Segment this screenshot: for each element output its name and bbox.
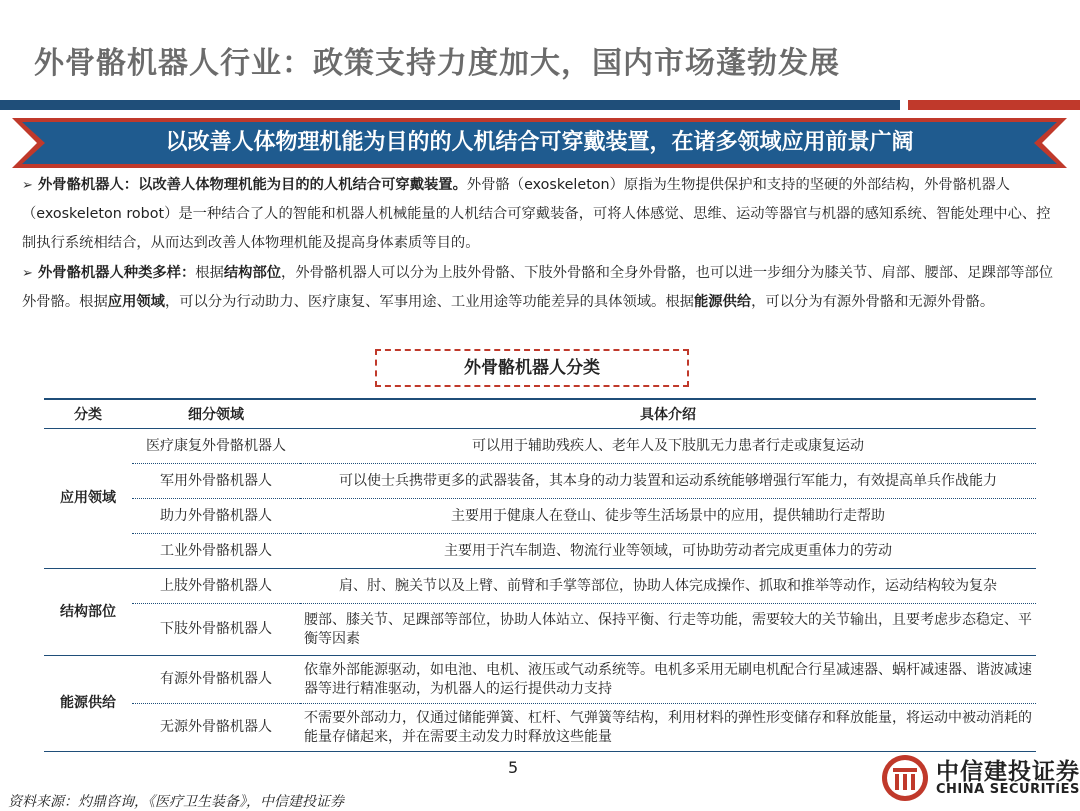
table-row	[44, 429, 1036, 464]
table-row	[44, 704, 1036, 752]
header-divider-red	[908, 100, 1080, 110]
header-divider	[0, 100, 1080, 110]
subfield-cell: 军用外骨骼机器人	[132, 464, 300, 499]
subfield-cell: 下肢外骨骼机器人	[132, 604, 300, 656]
description-cell: 可以用于辅助残疾人、老年人及下肢肌无力患者行走或康复运动	[300, 429, 1036, 464]
description-cell: 主要用于汽车制造、物流行业等领域，可协助劳动者完成更重体力的劳动	[300, 534, 1036, 569]
page-title: 外骨骼机器人行业：政策支持力度加大，国内市场蓬勃发展	[34, 46, 840, 81]
bullet-2-text-b: ，外骨骼机器人可以分为上肢外骨骼、下肢外骨骼和全身外骨骼，也可以进一步细分为膝关节、肩部、腰部、足踝部等部位外骨骼。根据	[22, 265, 1054, 310]
table-row	[44, 499, 1036, 534]
category-cell: 应用领域	[44, 429, 132, 569]
table-row	[44, 569, 1036, 604]
bullet-arrow-icon: ➢	[22, 178, 33, 193]
brand-logo	[880, 751, 1080, 803]
description-cell: 依靠外部能源驱动，如电池、电机、液压或气动系统等。电机多采用无刷电机配合行星减速器、蜗杆减速器、谐波减速器等进行精准驱动，为机器人的运行提供动力支持	[300, 656, 1036, 704]
header-description: 具体介绍	[300, 399, 1036, 429]
subfield-cell: 工业外骨骼机器人	[132, 534, 300, 569]
banner-text: 以改善人体物理机能为目的的人机结合可穿戴装置，在诸多领域应用前景广阔	[165, 130, 914, 155]
logo-chinese-name: 中信建投证券	[936, 759, 1080, 785]
subfield-cell: 有源外骨骼机器人	[132, 656, 300, 704]
bullet-1-heading: 外骨骼机器人：以改善人体物理机能为目的的人机结合可穿戴装置。	[38, 177, 467, 193]
bullet-2-keyword-application: 应用领域	[107, 294, 165, 310]
description-cell: 肩、肘、腕关节以及上臂、前臂和手掌等部位，协助人体完成操作、抓取和推举等动作，运动结构较为复杂	[300, 569, 1036, 604]
description-cell: 腰部、膝关节、足踝部等部位，协助人体站立、保持平衡、行走等功能，需要较大的关节输出，且要考虑步态稳定、平衡等因素	[300, 604, 1036, 656]
category-cell: 能源供给	[44, 656, 132, 752]
bullet-arrow-icon: ➢	[22, 266, 33, 281]
bullet-2-keyword-structure: 结构部位	[223, 265, 282, 281]
description-cell: 不需要外部动力，仅通过储能弹簧、杠杆、气弹簧等结构，利用材料的弹性形变储存和释放能量，将运动中被动消耗的能量存储起来，并在需要主动发力时释放这些能量	[300, 704, 1036, 752]
bullet-paragraph-2	[22, 259, 1062, 317]
bullet-2-keyword-energy: 能源供给	[693, 294, 752, 310]
bullet-1-text: 外骨骼（exoskeleton）原指为生物提供保护和支持的坚硬的外部结构，外骨骼机器人（exoskeleton robot）是一种结合了人的智能和机器人机械能量的人机结合可穿戴装备，可将人体感觉、思维、运动等器官与机器的感知系统、智能处理中心、控制执行系统相结合，从而达到改善人体物理机能及提高身体素质等目的。	[22, 177, 1051, 251]
table-caption: 外骨骼机器人分类	[464, 358, 600, 378]
bullet-2-text-a: 根据	[195, 265, 224, 281]
subfield-cell: 无源外骨骼机器人	[132, 704, 300, 752]
classification-table	[44, 398, 1036, 752]
page-number: 5	[508, 758, 519, 777]
category-cell: 结构部位	[44, 569, 132, 656]
bullet-2-heading: 外骨骼机器人种类多样：	[38, 265, 196, 281]
table-header-row	[44, 399, 1036, 429]
table-caption-box	[375, 349, 689, 387]
table-row	[44, 464, 1036, 499]
header-divider-blue	[0, 100, 900, 110]
section-banner	[12, 118, 1067, 168]
table-row	[44, 604, 1036, 656]
description-cell: 可以使士兵携带更多的武器装备，其本身的动力装置和运动系统能够增强行军能力，有效提高单兵作战能力	[300, 464, 1036, 499]
subfield-cell: 上肢外骨骼机器人	[132, 569, 300, 604]
bullet-2-text-d: ，可以分为有源外骨骼和无源外骨骼。	[751, 294, 995, 310]
description-cell: 主要用于健康人在登山、徒步等生活场景中的应用，提供辅助行走帮助	[300, 499, 1036, 534]
citic-logo-icon	[880, 753, 930, 803]
subfield-cell: 医疗康复外骨骼机器人	[132, 429, 300, 464]
table-row	[44, 656, 1036, 704]
table-row	[44, 534, 1036, 569]
bullet-paragraph-1	[22, 171, 1062, 258]
source-note: 资料来源：灼鼎咨询，《医疗卫生装备》，中信建投证券	[8, 794, 344, 810]
header-category: 分类	[44, 399, 132, 429]
logo-english-name: CHINA SECURITIES	[936, 782, 1080, 797]
header-subfield: 细分领域	[132, 399, 300, 429]
bullet-2-text-c: ，可以分为行动助力、医疗康复、军事用途、工业用途等功能差异的具体领域。根据	[164, 294, 694, 310]
subfield-cell: 助力外骨骼机器人	[132, 499, 300, 534]
